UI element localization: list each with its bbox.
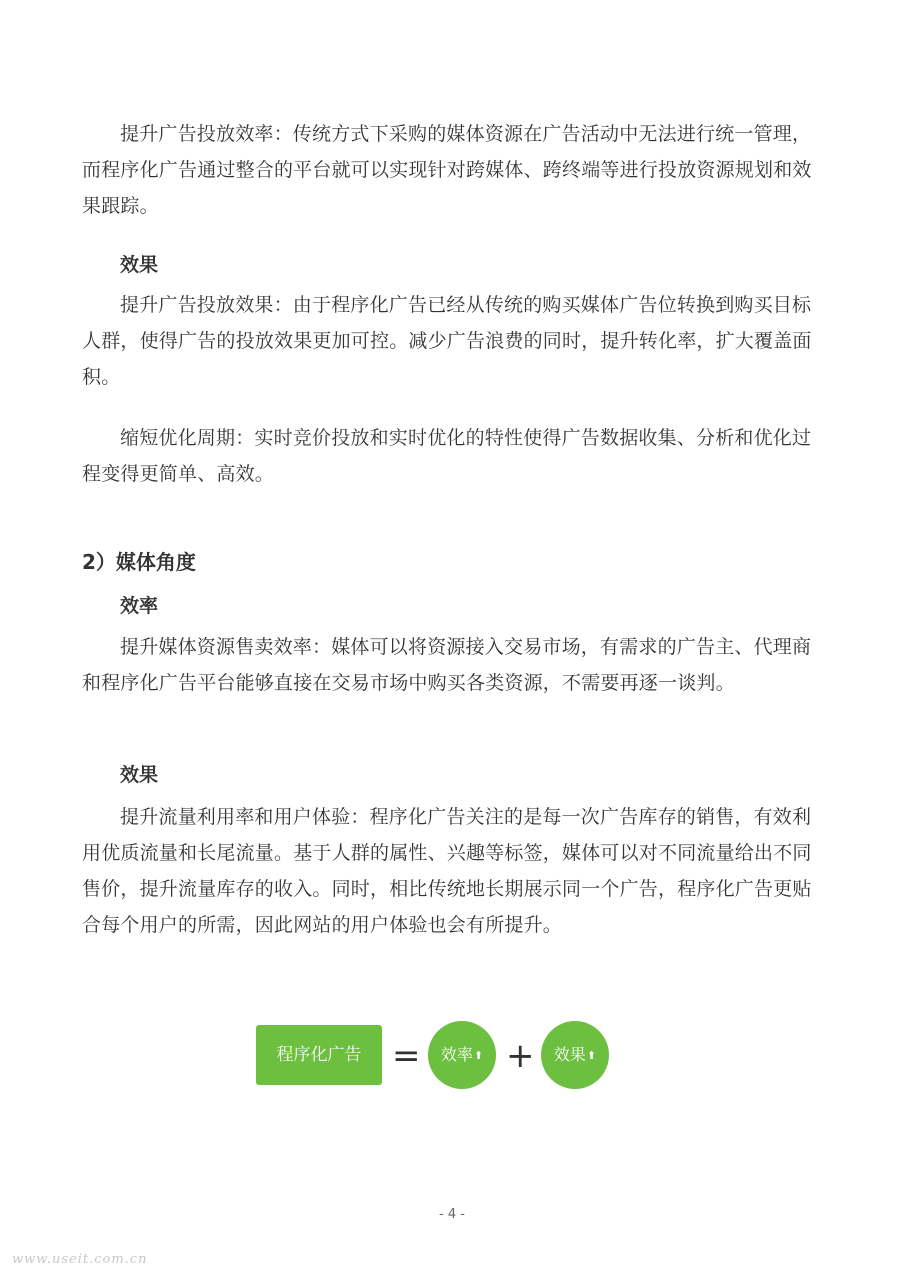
- plus-sign: +: [506, 1036, 535, 1076]
- paragraph-media-effect: 提升流量利用率和用户体验：程序化广告关注的是每一次广告库存的销售，有效利用优质流量和长尾流量。基于人群的属性、兴趣等标签，媒体可以对不同流量给出不同售价，提升流量库存的收入。同时，相比传统地长期展示同一个广告，程序化广告更贴合每个用户的所需，因此网站的用户体验也会有所提升。: [82, 806, 812, 936]
- programmatic-ad-box: 程序化广告: [256, 1025, 382, 1085]
- up-arrow-icon: ⬆: [586, 1049, 597, 1062]
- subheading-effect-media: 效果: [120, 764, 159, 786]
- effect-circle: [541, 1021, 609, 1089]
- paragraph-optimization: 缩短优化周期：实时竞价投放和实时优化的特性使得广告数据收集、分析和优化过程变得更简单、高效。: [82, 427, 812, 485]
- equals-sign: =: [392, 1036, 421, 1076]
- subheading-efficiency: 效率: [120, 595, 159, 617]
- section-heading-media: 2）媒体角度: [82, 550, 196, 574]
- subheading-effect: 效果: [120, 254, 159, 276]
- efficiency-label: 效率: [440, 1045, 473, 1064]
- up-arrow-icon: ⬆: [473, 1049, 484, 1062]
- paragraph-efficiency: 提升广告投放效率：传统方式下采购的媒体资源在广告活动中无法进行统一管理，而程序化广告通过整合的平台就可以实现针对跨媒体、跨终端等进行投放资源规划和效果跟踪。: [82, 123, 812, 217]
- page-number: - 4 -: [439, 1207, 465, 1222]
- paragraph-effect: 提升广告投放效果：由于程序化广告已经从传统的购买媒体广告位转换到购买目标人群，使得广告的投放效果更加可控。减少广告浪费的同时，提升转化率，扩大覆盖面积。: [82, 294, 812, 388]
- paragraph-media-efficiency: 提升媒体资源售卖效率：媒体可以将资源接入交易市场，有需求的广告主、代理商和程序化广告平台能够直接在交易市场中购买各类资源，不需要再逐一谈判。: [82, 636, 812, 694]
- efficiency-circle: [428, 1021, 496, 1089]
- watermark: www.useit.com.cn: [12, 1252, 148, 1267]
- effect-label: 效果: [553, 1045, 586, 1064]
